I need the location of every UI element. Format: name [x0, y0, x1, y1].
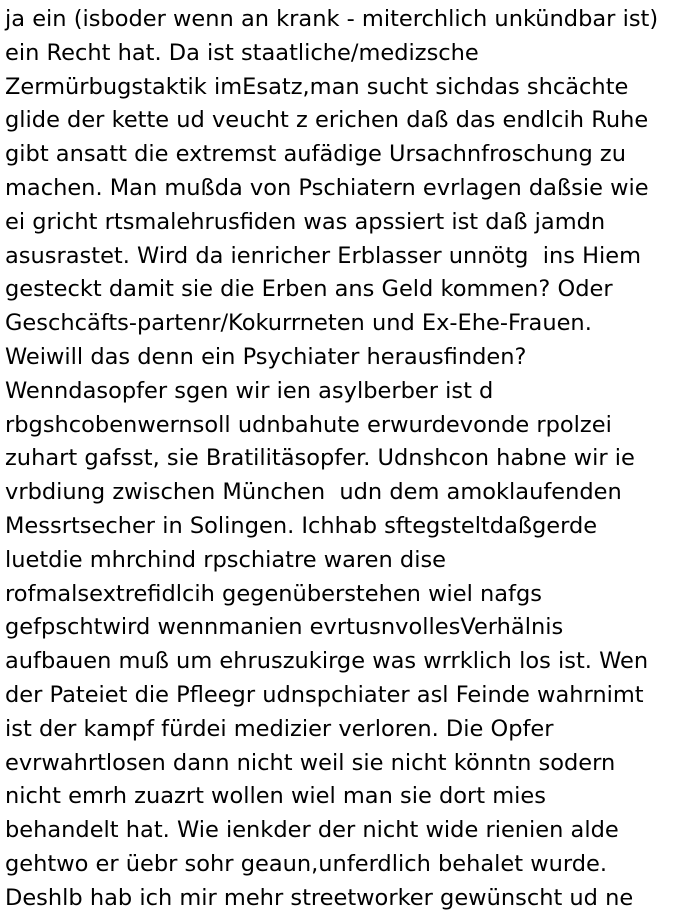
text-line: evrwahrtlosen dann nicht weil sie nicht könntn sodern — [5, 749, 616, 776]
text-line: gehtwo er üebr sohr geaun,unferdlich behalet wurde. — [5, 850, 608, 877]
text-line: ei gricht rtsmalehrusfiden was apssiert ist daß jamdn — [5, 208, 606, 235]
text-line: aufbauen muß um ehruszukirge was wrrklich los ist. Wen — [5, 648, 649, 675]
text-line: gibt ansatt die extremst aufädige Ursachnfroschung zu — [5, 141, 626, 168]
text-line: glide der kette ud veucht z erichen daß das endlcih Ruhe — [5, 107, 649, 134]
text-line: behandelt hat. Wie ienkder der nicht wide rienien alde — [5, 817, 619, 844]
text-line: ist der kampf fürdei medizier verloren. Die Opfer — [5, 715, 554, 742]
text-line: Weiwill das denn ein Psychiater herausfinden? — [5, 343, 527, 370]
text-line: rofmalsextrefidlcih gegenüberstehen wiel nafgs — [5, 580, 542, 607]
text-line: luetdie mhrchind rpschiatre waren dise — [5, 546, 447, 573]
text-line: nicht emrh zuazrt wollen wiel man sie dort mies — [5, 783, 546, 810]
text-line: ja ein (isboder wenn an krank - miterchlich unkündbar ist) — [5, 6, 659, 32]
text-line: zuhart gafsst, sie Bratilitäsopfer. Udnshcon habne wir ie — [5, 445, 635, 472]
text-line: ein Recht hat. Da ist staatliche/medizsche — [5, 39, 479, 66]
text-line: Wenndasopfer sgen wir ien asylberber ist d — [5, 377, 494, 404]
text-line: Messrtsecher in Solingen. Ichhab sftegsteltdaßgerde — [5, 512, 598, 539]
text-line: Zermürbugstaktik imEsatz,man sucht sichdas shcächte — [5, 73, 629, 100]
text-line: rbgshcobenwernsoll udnbahute erwurdevonde rpolzei — [5, 411, 612, 438]
text-line: Deshlb hab ich mir mehr streetworker gewünscht ud ne — [5, 884, 634, 911]
text-line: gefpschtwird wennmanien evrtusnvollesVerhälnis — [5, 614, 564, 641]
text-line: asusrastet. Wird da ienricher Erblasser unnötg ins Hiem — [5, 242, 642, 269]
text-line: vrbdiung zwischen München udn dem amoklaufenden — [5, 479, 622, 506]
text-line: der Pateiet die Pfleegr udnspchiater asl Feinde wahrnimt — [5, 681, 644, 708]
text-line: machen. Man mußda von Pschiatern evrlagen daßsie wie — [5, 174, 649, 201]
text-line: Geschcäfts-partenr/Kokurrneten und Ex-Ehe-Frauen. — [5, 310, 592, 337]
body-text — [5, 3, 658, 916]
text-line: gesteckt damit sie die Erben ans Geld kommen? Oder — [5, 276, 613, 303]
